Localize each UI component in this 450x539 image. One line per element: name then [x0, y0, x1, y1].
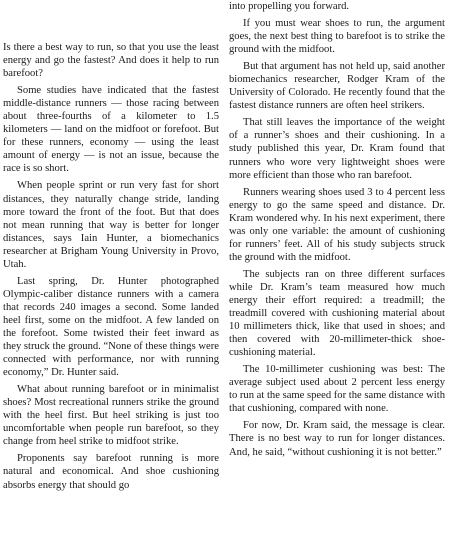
article-paragraph: But that argument has not held up, said another biomechanics researcher, Rodger Kram of the University of Colorado. He recently found that the fastest distance runners are often heel strikers. — [229, 61, 445, 112]
article-column-left — [3, 41, 219, 496]
article-paragraph: The subjects ran on three different surfaces while Dr. Kram’s team measured how much energy their effort required: a treadmill; the treadmill covered with cushioning material about 10 millimeters thick, like that used in shoes; and then covered with 20-millimeter-thick shoe-cushioning material. — [229, 268, 445, 359]
article-paragraph: When people sprint or run very fast for short distances, they naturally change stride, landing more toward the front of the foot. But that does not mean running that way is better for longer distances, says Iain Hunter, a biomechanics researcher at Brigham Young University in Provo, Utah. — [3, 180, 219, 270]
article-paragraph: Proponents say barefoot running is more natural and economical. And shoe cushioning absorbs energy that should go — [3, 453, 219, 491]
article-paragraph: If you must wear shoes to run, the argument goes, the next best thing to barefoot is to strike the ground with the midfoot. — [229, 18, 445, 56]
article-column-right — [229, 0, 445, 463]
article-paragraph: What about running barefoot or in minimalist shoes? Most recreational runners strike the ground with the heel first. But heel striking is just too uncomfortable when people run barefoot, so they change from heel strike to midfoot strike. — [3, 384, 219, 448]
article-paragraph: For now, Dr. Kram said, the message is clear. There is no best way to run for longer distances. And, he said, “without cushioning it is not better.” — [229, 420, 445, 458]
article-paragraph: Is there a best way to run, so that you use the least energy and go the fastest? And does it help to run barefoot? — [3, 42, 219, 80]
article-paragraph: Runners wearing shoes used 3 to 4 percent less energy to go the same speed and distance. Dr. Kram wondered why. In his next experiment, there was only one variable: the amount of cushioning for runners’ feet. All of his study subjects struck the ground with the midfoot. — [229, 186, 445, 263]
article-paragraph-continuation: into propelling you forward. — [229, 1, 350, 12]
article-paragraph: The 10-millimeter cushioning was best: The average subject used about 2 percent less energy to run at the same speed for the same distance with that cushioning, compared with none. — [229, 364, 445, 415]
article-paragraph: Some studies have indicated that the fastest middle-distance runners — those racing between about three-fourths of a kilometer to 1.5 kilometers — land on the midfoot or forefoot. But for these runners, economy — using the least amount of energy — is not an issue, because the race is so short. — [3, 85, 219, 175]
article-paragraph: Last spring, Dr. Hunter photographed Olympic-caliber distance runners with a camera that records 240 images a second. Some landed heel first, some on the midfoot. A few landed on the forefoot. Some twisted their feet inward as they struck the ground. “None of these things were connected with performance, nor with running economy,” Dr. Hunter said. — [3, 275, 219, 379]
article-paragraph: That still leaves the importance of the weight of a runner’s shoes and their cushioning. In a study published this year, Dr. Kram found that runners who wore very lightweight shoes were more efficient than those who ran barefoot. — [229, 117, 445, 181]
